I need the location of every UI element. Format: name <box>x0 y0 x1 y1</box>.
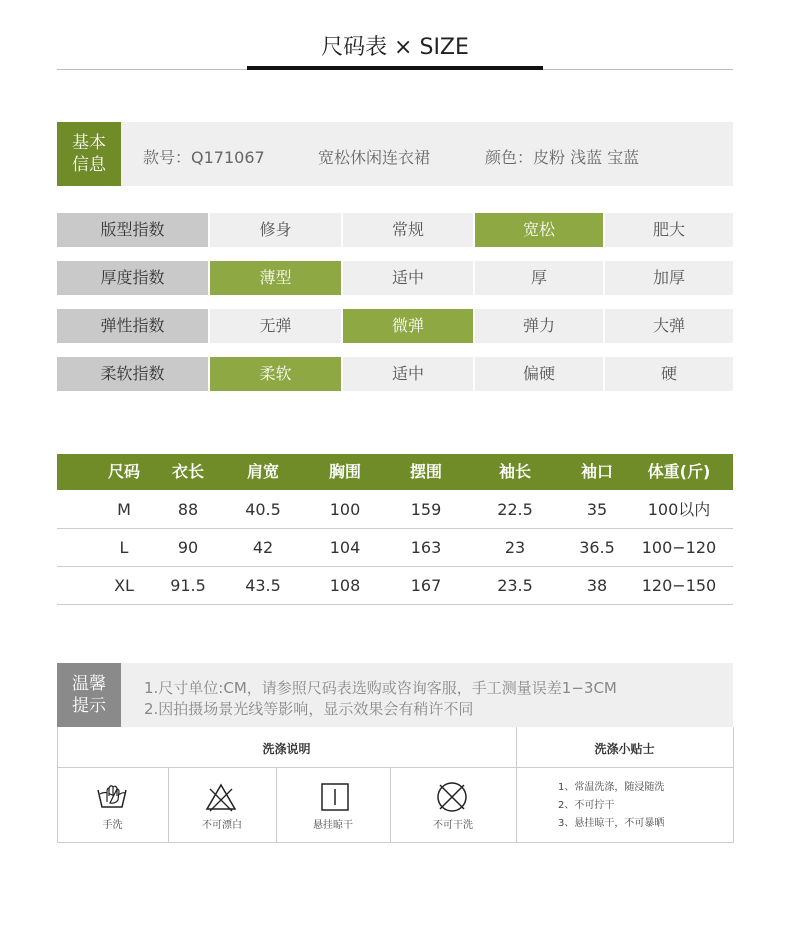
index-option-selected: 柔软 <box>210 357 341 391</box>
index-row <box>57 213 733 247</box>
size-table-cell: 100以内 <box>647 500 711 519</box>
basic-info-label-line2: 信息 <box>72 155 106 175</box>
size-table-cell: L <box>119 538 129 557</box>
size-table-cell: 167 <box>410 576 442 595</box>
tips-label-line2: 提示 <box>72 696 106 716</box>
basic-info-label-line1: 基本 <box>72 133 106 153</box>
index-option: 无弹 <box>210 309 341 343</box>
index-option: 厚 <box>475 261 603 295</box>
size-table-cell: M <box>117 500 131 519</box>
size-table-cell: 120−150 <box>641 576 717 595</box>
size-table-header <box>57 454 733 490</box>
tips-label-line1: 温馨 <box>72 674 106 694</box>
basic-info-label <box>57 122 121 186</box>
size-table-cell: 163 <box>410 538 442 557</box>
size-table-cell: 159 <box>410 500 442 519</box>
no-bleach-icon <box>204 780 238 814</box>
size-table-cell: 100−120 <box>641 538 717 557</box>
tip-line-1: 1.尺寸单位:CM，请参照尺码表选购或咨询客服，手工测量误差1−3CM <box>144 679 617 697</box>
size-table-column-header: 胸围 <box>328 462 361 481</box>
index-row <box>57 357 733 391</box>
size-table-column-header: 体重(斤) <box>647 462 711 481</box>
index-option: 加厚 <box>605 261 733 295</box>
care-tips-header: 洗涤小贴士 <box>594 742 655 756</box>
size-table-column-header: 肩宽 <box>246 462 279 481</box>
size-table-cell: 38 <box>586 576 608 595</box>
index-option: 硬 <box>605 357 733 391</box>
size-table-cell: 23.5 <box>497 576 533 595</box>
care-tip: 1、常温洗涤，随浸随洗 <box>558 782 665 793</box>
size-table-cell: XL <box>114 576 134 595</box>
wash-divider-horizontal <box>57 767 733 768</box>
hand-wash-icon <box>95 780 129 814</box>
size-table-cell: 108 <box>329 576 361 595</box>
index-row <box>57 261 733 295</box>
size-table-cell: 43.5 <box>245 576 281 595</box>
tip-line-2: 2.因拍摄场景光线等影响，显示效果会有稍许不同 <box>144 700 474 718</box>
size-table-column-header: 袖口 <box>580 462 613 481</box>
index-option-selected: 微弹 <box>343 309 473 343</box>
wash-item-label: 悬挂晾干 <box>313 820 353 831</box>
wash-header: 洗涤说明 <box>262 742 311 756</box>
index-name: 版型指数 <box>57 213 208 247</box>
title-underline <box>247 66 543 70</box>
size-table-cell: 23 <box>504 538 526 557</box>
index-option: 偏硬 <box>475 357 603 391</box>
index-option: 修身 <box>210 213 341 247</box>
size-table-cell: 104 <box>329 538 361 557</box>
size-table-cell: 100 <box>329 500 361 519</box>
care-tip: 3、悬挂晾干，不可暴晒 <box>558 818 665 829</box>
care-tip: 2、不可拧干 <box>558 800 615 811</box>
size-table-cell: 88 <box>177 500 199 519</box>
size-table-column-header: 衣长 <box>171 462 204 481</box>
wash-item-label: 手洗 <box>102 820 123 831</box>
size-table-cell: 90 <box>177 538 199 557</box>
index-option: 适中 <box>343 261 473 295</box>
color-options: 颜色：皮粉 浅蓝 宝蓝 <box>485 148 640 167</box>
style-number: 款号：Q171067 <box>143 148 265 167</box>
index-name: 弹性指数 <box>57 309 208 343</box>
index-option-selected: 宽松 <box>475 213 603 247</box>
size-table-row <box>57 567 733 605</box>
size-table-column-header: 尺码 <box>107 462 140 481</box>
size-table-cell: 40.5 <box>245 500 281 519</box>
index-name: 厚度指数 <box>57 261 208 295</box>
product-name: 宽松休闲连衣裙 <box>318 148 431 167</box>
index-option: 大弹 <box>605 309 733 343</box>
size-table-cell: 36.5 <box>579 538 615 557</box>
page-title: 尺码表 × SIZE <box>321 35 469 60</box>
wash-item-label: 不可漂白 <box>202 820 242 831</box>
tips-label <box>57 663 121 727</box>
size-table-row <box>57 529 733 567</box>
no-dry-clean-icon <box>435 780 469 814</box>
index-row <box>57 309 733 343</box>
index-name: 柔软指数 <box>57 357 208 391</box>
size-table-column-header: 摆围 <box>409 462 442 481</box>
size-table-cell: 42 <box>252 538 274 557</box>
index-option: 常规 <box>343 213 473 247</box>
size-table-cell: 35 <box>586 500 608 519</box>
size-table-column-header: 袖长 <box>498 462 531 481</box>
size-table-row <box>57 491 733 529</box>
index-option: 弹力 <box>475 309 603 343</box>
index-option: 适中 <box>343 357 473 391</box>
size-table-cell: 22.5 <box>497 500 533 519</box>
wash-item-label: 不可干洗 <box>433 820 473 831</box>
index-option: 肥大 <box>605 213 733 247</box>
size-table-cell: 91.5 <box>170 576 206 595</box>
index-option-selected: 薄型 <box>210 261 341 295</box>
hang-dry-icon <box>318 780 352 814</box>
